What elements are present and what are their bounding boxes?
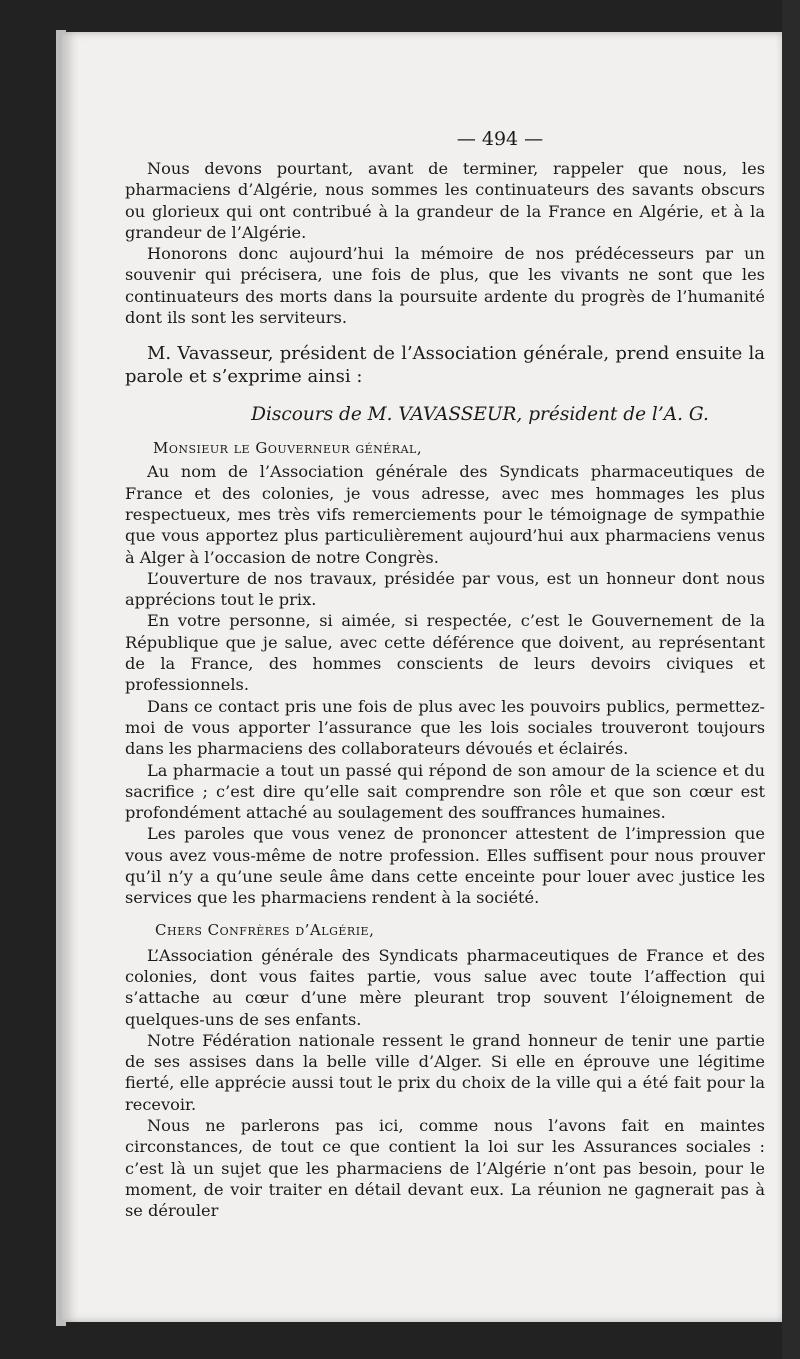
paragraph: La pharmacie a tout un passé qui répond de son amour de la science et du sacrifice ; c’est dire qu’elle sait comprendre son rôle et que son cœur est profondément attaché au soulagement des souffrances humaines. (125, 760, 765, 823)
paragraph: Nous devons pourtant, avant de terminer, rappeler que nous, les pharmaciens d’Algérie, nous sommes les continuateurs des savants obscurs ou glorieux qui ont contribué à la grandeur de la France en Algérie, et à la grandeur de l’Algérie. (125, 159, 765, 242)
speech-title: Discours de M. VAVASSEUR, président de l’A. G. (251, 404, 709, 426)
salutation-confreres: Chers Confrères d’Algérie, (155, 920, 375, 939)
paragraph: L’ouverture de nos travaux, présidée par vous, est un honneur dont nous apprécions tout le prix. (125, 568, 765, 610)
paragraph: En votre personne, si aimée, si respectée, c’est le Gouvernement de la République que je salue, avec cette déférence que doivent, au représentant de la France, des hommes conscients de leurs devoirs civiques et professionnels. (125, 611, 765, 695)
paragraph: Au nom de l’Association générale des Syndicats pharmaceutiques de France et des colonies, je vous adresse, avec mes hommages les plus respectueux, mes très vifs remerciements pour le témoignage de sympathie que vous apportez plus particulièrement aujourd’hui aux pharmaciens venus à Alger à l’occasion de notre Congrès. (125, 462, 765, 567)
page-number: — 494 — (456, 128, 544, 150)
salutation-governor: Monsieur le Gouverneur général, (153, 439, 423, 458)
paragraph: Dans ce contact pris une fois de plus avec les pouvoirs publics, permettez-moi de vous apporter l’assurance que les lois sociales trouveront toujours dans les pharmaciens des collaborateurs dévoués et éclairés. (125, 696, 765, 759)
scanner-border (782, 0, 800, 1359)
page-content (125, 128, 765, 1221)
body-text-top (125, 158, 765, 328)
body-text-middle (125, 461, 765, 908)
paragraph: Les paroles que vous venez de prononcer attestent de l’impression que vous avez vous-même de notre profession. Elles suffisent pour nous prouver qu’il n’y a qu’une seule âme dans cette enceinte pour louer avec justice les services que les pharmaciens rendent à la société. (125, 824, 765, 908)
speaker-introduction: M. Vavasseur, président de l’Association générale, prend ensuite la parole et s’exprime ainsi : (125, 343, 765, 388)
paragraph: L’Association générale des Syndicats pharmaceutiques de France et des colonies, dont vous faites partie, vous salue avec toute l’affection qui s’attache au cœur d’une mère pleurant trop souvent l’éloignement de quelques-uns de ses enfants. (125, 945, 765, 1029)
paragraph: Honorons donc aujourd’hui la mémoire de nos prédécesseurs par un souvenir qui précisera, une fois de plus, que les vivants ne sont que les continuateurs des morts dans la poursuite ardente du progrès de l’humanité dont ils sont les serviteurs. (125, 244, 765, 328)
body-text-bottom (125, 945, 765, 1222)
paragraph: Notre Fédération nationale ressent le grand honneur de tenir une partie de ses assises dans la belle ville d’Alger. Si elle en éprouve une légitime fierté, elle apprécie aussi tout le prix du choix de la ville qui a été fait pour la recevoir. (125, 1030, 765, 1114)
paragraph: Nous ne parlerons pas ici, comme nous l’avons fait en maintes circonstances, de tout ce que contient la loi sur les Assurances sociales : c’est là un sujet que les pharmaciens de l’Algérie n’ont pas besoin, pour le moment, de voir traiter en détail devant eux. La réunion ne gagnerait pas à se dérouler (125, 1115, 765, 1221)
